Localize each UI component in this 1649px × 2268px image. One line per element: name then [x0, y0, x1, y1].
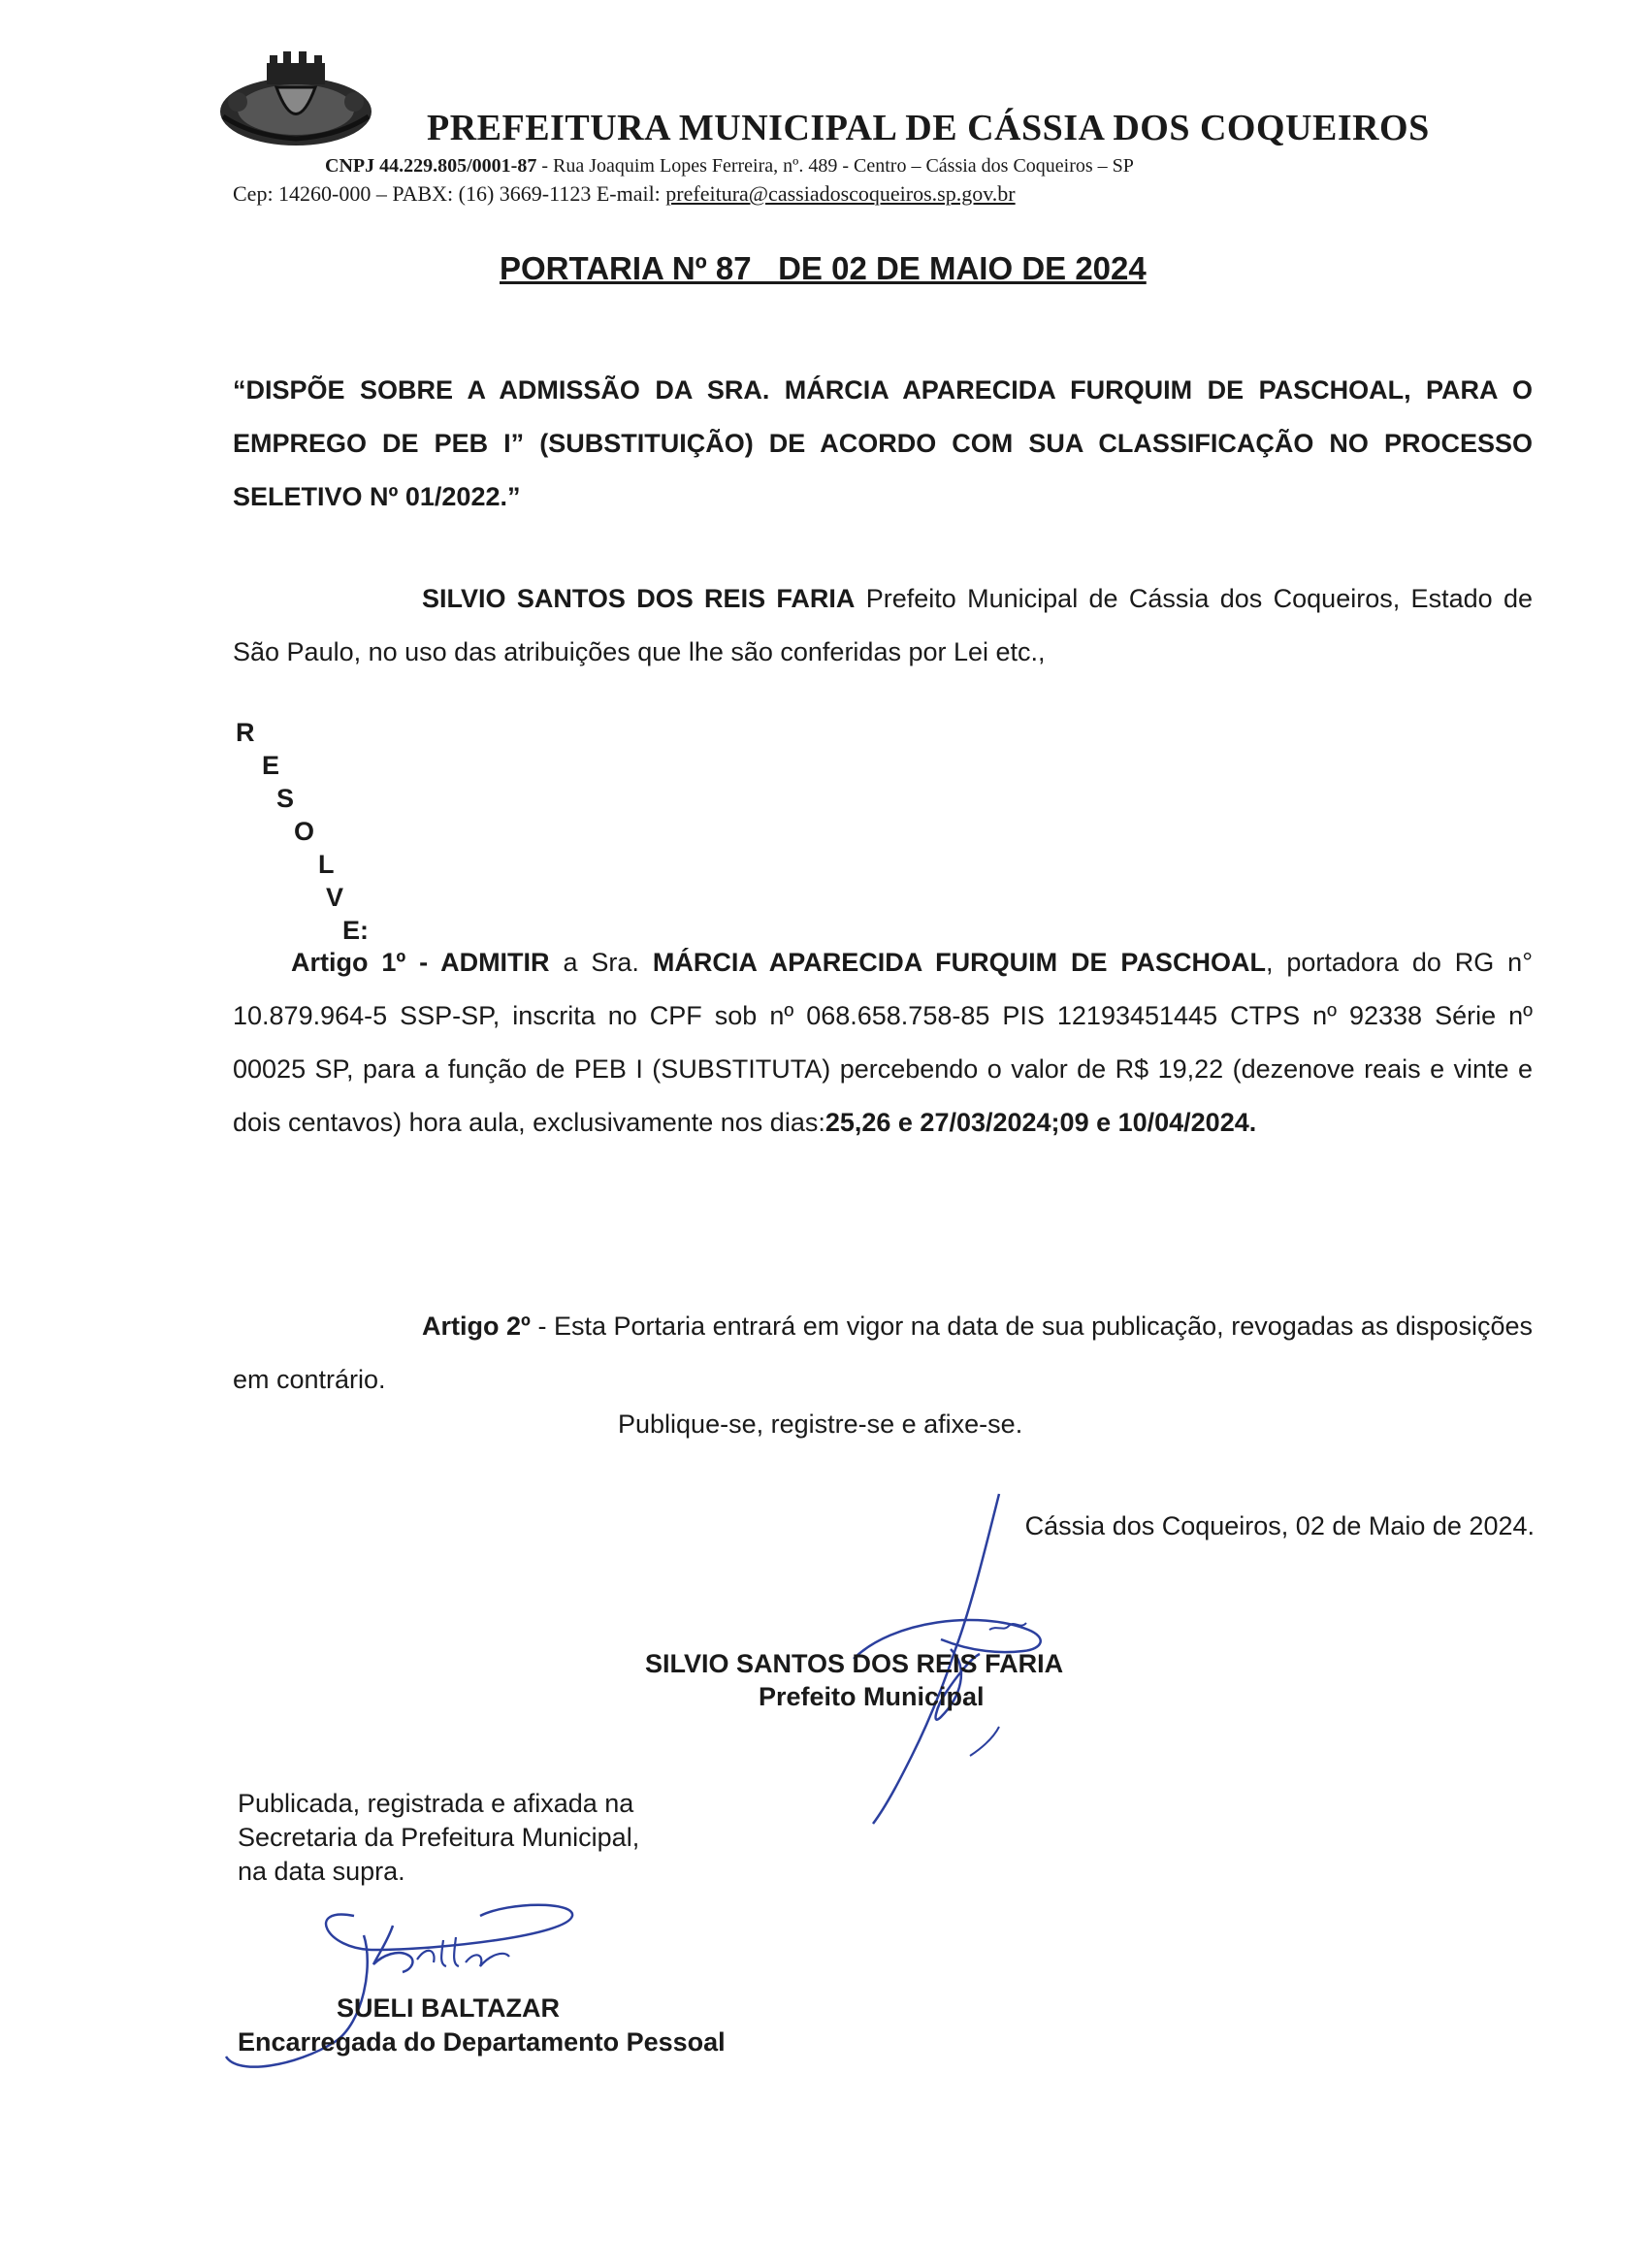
header-cnpj: CNPJ 44.229.805/0001-87 [325, 155, 537, 177]
municipal-crest-icon [213, 44, 378, 150]
staff-name: SUELI BALTAZAR [337, 1993, 560, 2023]
artigo-1-dates: 25,26 e 27/03/2024;09 e 10/04/2024. [824, 1108, 1257, 1137]
publique-line: Publique-se, registre-se e afixe-se. [618, 1409, 1023, 1439]
artigo-2-label: Artigo 2º [422, 1312, 531, 1341]
artigo-1-paragraph [233, 936, 1533, 1150]
resolve-letter: E: [342, 916, 369, 945]
intro-mayor-name: SILVIO SANTOS DOS REIS FARIA [422, 584, 856, 613]
artigo-2-text: - Esta Portaria entrará em vigor na data de sua publicação, revogadas as disposições em contrário. [233, 1312, 1533, 1394]
artigo-1-text-a: a Sra. [549, 948, 653, 977]
intro-text: Prefeito Municipal de Cássia dos Coqueiros, Estado de São Paulo, no uso das atribuições que lhe são conferidas por Lei etc., [233, 584, 1533, 666]
artigo-1-text-b: , portadora do RG n° 10.879.964-5 SSP-SP, inscrita no CPF sob nº 068.658.758-85 PIS 12193451445 CTPS nº 92338 Série nº 00025 SP, para a função de PEB I (SUBSTITUTA) percebendo o valor de R$ 19,22 (dezenove reais e vinte e dois centavos) hora aula, exclusivamente nos dias: [233, 948, 1533, 1137]
mayor-role: Prefeito Municipal [759, 1682, 985, 1711]
header-title: PREFEITURA MUNICIPAL DE CÁSSIA DOS COQUEIROS [427, 108, 1430, 148]
resolve-letter: S [276, 784, 295, 813]
publication-note-line: na data supra. [238, 1857, 405, 1886]
mayor-name: SILVIO SANTOS DOS REIS FARIA [645, 1649, 1064, 1678]
publication-note [238, 1787, 639, 1889]
ementa-text: “DISPÕE SOBRE A ADMISSÃO DA SRA. MÁRCIA APARECIDA FURQUIM DE PASCHOAL, PARA O EMPREGO DE PEB I” (SUBSTITUIÇÃO) DE ACORDO COM SUA CLASSIFICAÇÃO NO PROCESSO SELETIVO Nº 01/2022.” [233, 375, 1533, 511]
staff-role: Encarregada do Departamento Pessoal [238, 2027, 726, 2057]
header-email-link[interactable]: prefeitura@cassiadoscoqueiros.sp.gov.br [665, 181, 1016, 206]
resolve-letter: L [318, 850, 335, 879]
header-contact: Cep: 14260-000 – PABX: (16) 3669-1123 E-mail: [233, 181, 666, 206]
portaria-title: PORTARIA Nº 87 DE 02 DE MAIO DE 2024 [500, 250, 1147, 286]
header-address: - Rua Joaquim Lopes Ferreira, nº. 489 - Centro – Cássia dos Coqueiros – SP [536, 155, 1134, 177]
header-address-line [325, 155, 1134, 178]
artigo-1-label: Artigo 1º - ADMITIR [291, 948, 550, 977]
artigo-2-paragraph [233, 1300, 1533, 1407]
resolve-letter: R [236, 718, 255, 747]
resolve-letter: V [326, 883, 344, 912]
artigo-1-name: MÁRCIA APARECIDA FURQUIM DE PASCHOAL [652, 948, 1266, 977]
resolve-letter: O [294, 817, 315, 846]
publication-note-line: Publicada, registrada e afixada na [238, 1789, 634, 1818]
publication-note-line: Secretaria da Prefeitura Municipal, [238, 1823, 640, 1852]
resolve-letter: E [262, 751, 280, 780]
place-and-date: Cássia dos Coqueiros, 02 de Maio de 2024. [1024, 1511, 1535, 1540]
intro-paragraph [233, 572, 1533, 679]
header-contact-line [233, 181, 1016, 207]
